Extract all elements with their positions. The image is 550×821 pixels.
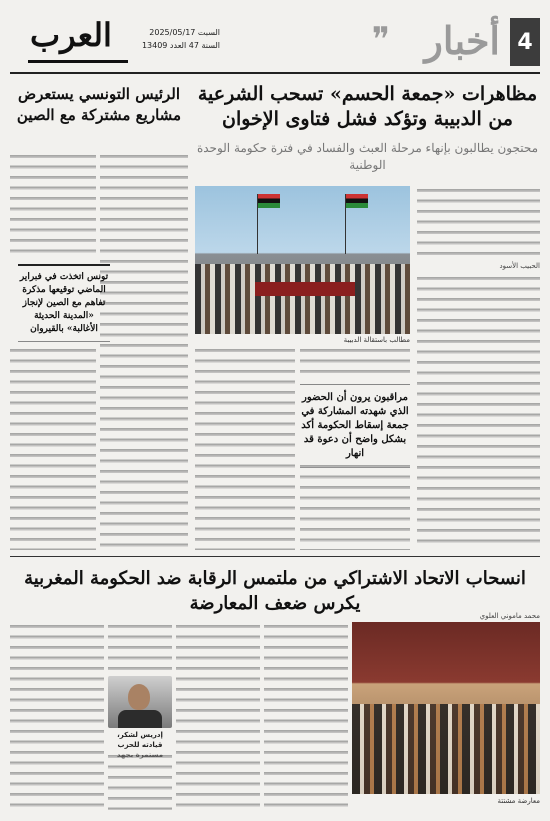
side-highlight-box: تونس اتخذت في فبراير الماضي توقيعها مذكرة تفاهم مع الصين لإنجاز «المدينة الحديثة الأغالبة» بالقيروان — [18, 264, 110, 342]
parliament-photo-caption: معارضة مشتتة — [497, 797, 540, 805]
protest-photo-caption: مطالب باستقالة الدبيبة — [343, 336, 410, 344]
bottom-body-column-3a — [108, 622, 172, 672]
author-photo — [108, 676, 172, 728]
main-body-column-mid-2 — [300, 462, 410, 550]
flag-icon — [346, 194, 368, 208]
flag-icon — [258, 194, 280, 208]
story-divider — [10, 556, 540, 557]
main-headline: مظاهرات «جمعة الحسم» تسحب الشرعية من الدبيبة وتؤكد فشل فتاوى الإخوان — [197, 83, 538, 130]
parliament-photo — [352, 622, 540, 794]
side-headline: الرئيس التونسي يستعرض مشاريع مشتركة مع الصين — [16, 85, 182, 124]
bottom-body-column-4 — [10, 622, 104, 810]
main-body-column-left — [195, 346, 295, 550]
bottom-body-column-2 — [176, 622, 260, 810]
main-body-column-right-2 — [417, 274, 540, 549]
bottom-byline: محمد ماموني العلوي — [479, 612, 540, 620]
bottom-body-column-3b — [108, 752, 172, 810]
dateline — [140, 26, 220, 52]
masthead — [10, 14, 540, 74]
protest-photo — [195, 186, 410, 334]
bottom-body-column-1 — [264, 622, 348, 810]
issue-text: السنة 47 العدد 13409 — [141, 41, 220, 50]
newspaper-logo: العرب — [30, 16, 112, 54]
bottom-headline: انسحاب الاتحاد الاشتراكي من ملتمس الرقابة ضد الحكومة المغربية يكرس ضعف المعارضة — [24, 568, 526, 614]
main-subheadline: محتجون يطالبون بإنهاء مرحلة العبث والفساد في فترة حكومة الوحدة الوطنية — [196, 141, 539, 172]
section-title: أخبار — [424, 18, 500, 63]
side-body-column-2 — [10, 152, 96, 260]
quote-mark-icon: ❞ — [371, 20, 390, 60]
main-body-column-right — [417, 186, 540, 260]
side-body-column-3 — [10, 346, 96, 550]
main-byline: الحبيب الأسود — [499, 262, 540, 270]
side-body-column-1 — [100, 152, 188, 550]
pullquote: مراقبون يرون أن الحضور الذي شهدته المشاركة في جمعة إسقاط الحكومة أكد بشكل واضح أن دعوة قد انهار — [300, 384, 410, 468]
date-text: السبت 2025/05/17 — [149, 28, 220, 37]
logo-underline — [28, 60, 128, 63]
author-photo-caption: إدريس لشكر، قيادته للحزب — [117, 731, 163, 749]
page-number: 4 — [510, 18, 540, 66]
main-body-column-mid — [300, 346, 410, 380]
